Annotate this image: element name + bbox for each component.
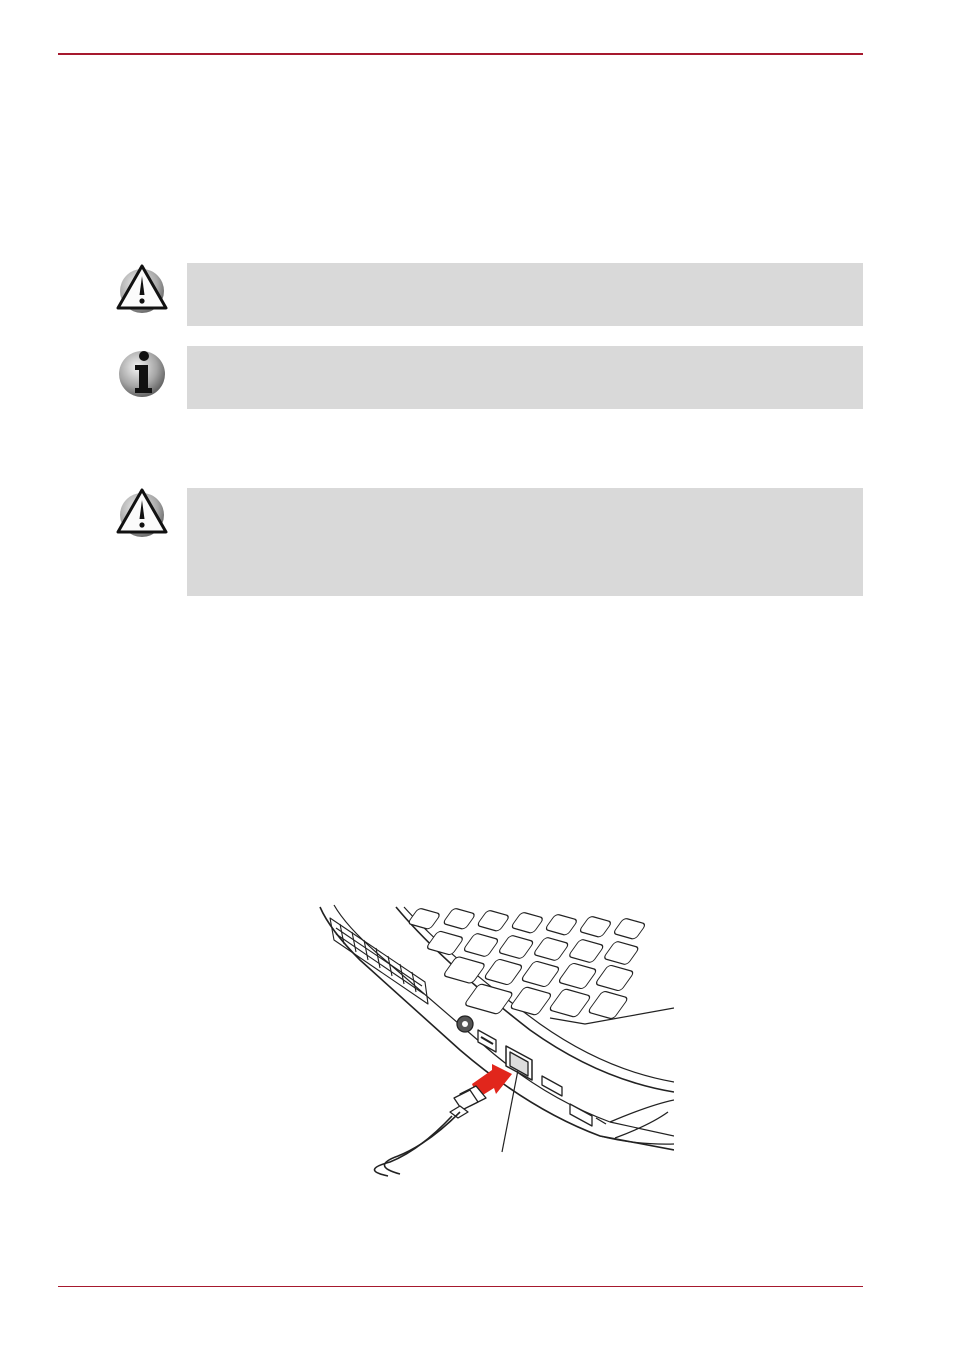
header-rule [58,53,863,55]
info-icon [115,346,169,400]
caution-icon [115,486,169,540]
info-note-box [187,346,863,409]
lan-connection-figure [300,900,674,1178]
caution-note-box [187,263,863,326]
caution-note-box [187,488,863,596]
caution-icon [115,262,169,316]
footer-rule [58,1286,863,1287]
